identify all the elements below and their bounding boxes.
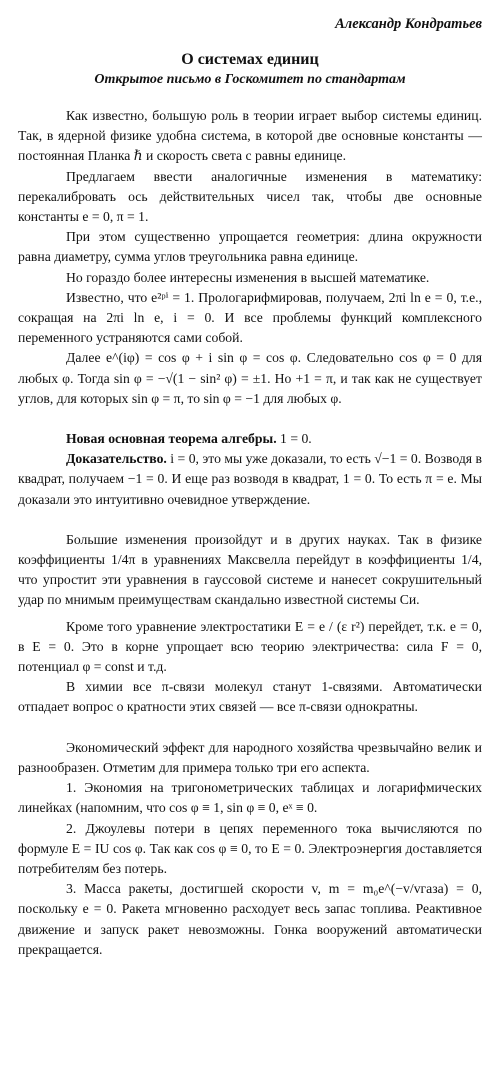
paragraph-intro: Как известно, большую роль в теории играет выбор системы единиц. Так, в ядерной физике удобна система, в которой две основные константы — постоянная Планка ℏ и скорость света c равны единице. bbox=[18, 108, 482, 164]
paragraph-economy-2: 2. Джоулевы потери в цепях переменного тока вычисляются по формуле E = IU cos φ. Так как cos φ ≡ 0, то E = 0. Электроэнергия доставляется потребителям без потерь. bbox=[18, 820, 482, 876]
theorem-text: 1 = 0. bbox=[276, 431, 312, 447]
proof-heading: Доказательство. bbox=[66, 451, 167, 467]
section-gap bbox=[18, 409, 482, 429]
paragraph-physics: Большие изменения произойдут и в других науках. Так в физике коэффициенты 1/4π в уравнениях Максвелла перейдут в коэффициенты 1/4, что упростит эти уравнения в гауссовой системе и нанесет сокрушительный удар по мнимым преимуществам скандально известной системы Си. bbox=[18, 531, 482, 608]
paragraph-economics: Экономический эффект для народного хозяйства чрезвычайно велик и разнообразен. Отметим для примера только три его аспекта. bbox=[18, 739, 482, 775]
paragraph-trigonometry: Далее e^(iφ) = cos φ + i sin φ = cos φ. Следовательно cos φ = 0 для любых φ. Тогда sin φ = −√(1 − sin² φ) = ±1. Но +1 = π, и так как не существует углов, для которых sin φ = π, то sin φ = −1 для любых φ. bbox=[18, 350, 482, 406]
theorem-heading: Новая основная теорема алгебры. bbox=[66, 431, 277, 447]
paragraph-economy-3: 3. Масса ракеты, достигшей скорости v, m = m₀e^(−v/vгаза) = 0, поскольку e = 0. Ракета мгновенно расходует весь запас топлива. Реактивное движение и запуск ракет невозможны. Гонка вооружений автоматически прекращается. bbox=[18, 881, 482, 957]
paragraph-geometry: При этом существенно упрощается геометрия: длина окружности равна диаметру, сумма углов треугольника равна единице. bbox=[18, 229, 482, 265]
proof-text: i = 0, это мы уже доказали, то есть √−1 = 0. Возводя в квадрат, получаем −1 = 0. И еще раз возводя в квадрат, 1 = 0. То есть π = e. Мы доказали это интуитивно очевидное утверждение. bbox=[18, 451, 482, 507]
section-gap bbox=[18, 510, 482, 530]
section-gap bbox=[18, 718, 482, 738]
theorem-statement bbox=[18, 429, 482, 449]
paragraph-higher-math: Но гораздо более интересны изменения в высшей математике. bbox=[66, 269, 430, 285]
paragraph-chemistry: В химии все π-связи молекул станут 1-связями. Автоматически отпадает вопрос о кратности этих связей — все π-связи однократны. bbox=[18, 679, 482, 715]
author-name: Александр Кондратьев bbox=[335, 16, 482, 32]
theorem-proof bbox=[18, 449, 482, 510]
paragraph-proposal: Предлагаем ввести аналогичные изменения в математику: перекалибровать ось действительных чисел так, чтобы две основные константы e = 0, π = 1. bbox=[18, 168, 482, 225]
paragraph-euler: Известно, что e²ᵖⁱ = 1. Прологарифмировав, получаем, 2πi ln e = 0, т.е., сокращая на 2πi ln e, i = 0. И все проблемы функций комплексного переменного устраняются сами собой. bbox=[18, 289, 482, 346]
paragraph-economy-1: 1. Экономия на тригонометрических таблицах и логарифмических линейках (напомним, что cos φ ≡ 1, sin φ ≡ 0, eˣ ≡ 0. bbox=[18, 780, 482, 816]
article-subtitle: Открытое письмо в Госкомитет по стандартам bbox=[94, 72, 406, 87]
paragraph-electrostatics: Кроме того уравнение электростатики E = e / (ε r²) перейдет, т.к. e = 0, в E = 0. Это в корне упрощает всю теорию электричества: сила F = 0, потенциал φ = const и т.д. bbox=[18, 618, 482, 675]
article-title: О системах единиц bbox=[181, 51, 319, 68]
